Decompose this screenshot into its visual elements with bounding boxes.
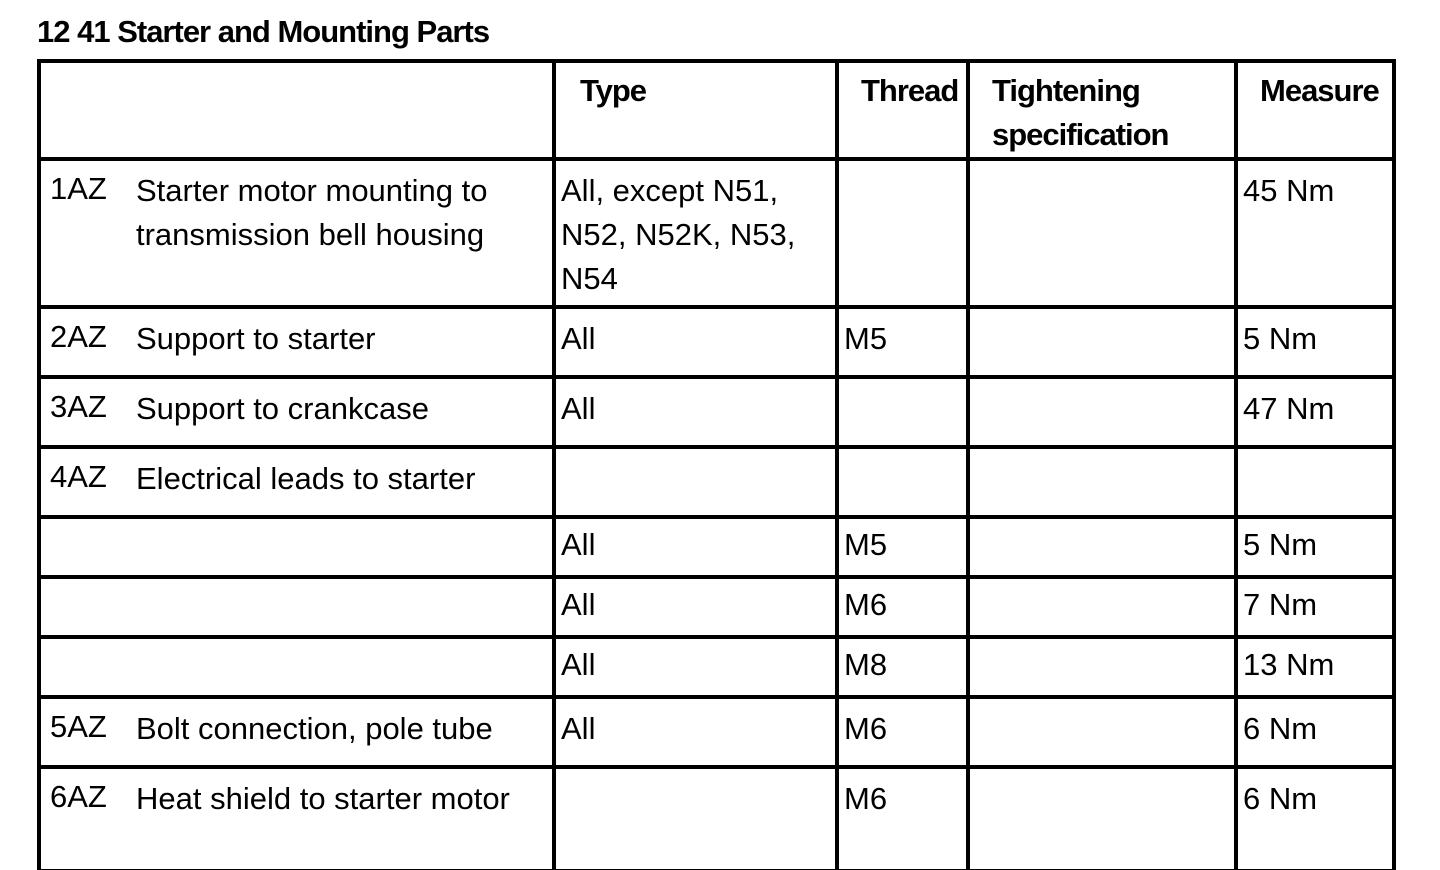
tightening-cell xyxy=(968,447,1236,517)
type-cell xyxy=(554,767,837,870)
row-description: Electrical leads to starter xyxy=(136,461,476,496)
row-code: 5AZ xyxy=(50,709,107,744)
measure-cell: 6 Nm xyxy=(1236,697,1394,767)
thread-cell: M8 xyxy=(837,637,968,697)
type-cell: All xyxy=(554,697,837,767)
tightening-cell xyxy=(968,767,1236,870)
thread-cell xyxy=(837,377,968,447)
tightening-cell xyxy=(968,697,1236,767)
table-row xyxy=(39,447,1394,517)
measure-cell: 6 Nm xyxy=(1236,767,1394,870)
row-description: Support to crankcase xyxy=(136,391,429,426)
table-row xyxy=(39,159,1394,307)
tightening-cell xyxy=(968,637,1236,697)
measure-cell: 7 Nm xyxy=(1236,577,1394,637)
tightening-cell xyxy=(968,577,1236,637)
description-cell xyxy=(39,159,554,307)
description-cell xyxy=(39,517,554,577)
thread-cell: M5 xyxy=(837,307,968,377)
description-cell xyxy=(39,307,554,377)
page-title: 12 41 Starter and Mounting Parts xyxy=(37,14,490,49)
table-row xyxy=(39,377,1394,447)
thread-cell xyxy=(837,159,968,307)
measure-cell xyxy=(1236,447,1394,517)
table-row xyxy=(39,637,1394,697)
header-description xyxy=(39,61,554,159)
row-description: Bolt connection, pole tube xyxy=(136,711,493,746)
type-cell: All xyxy=(554,377,837,447)
description-cell xyxy=(39,377,554,447)
tightening-cell xyxy=(968,159,1236,307)
type-cell: All xyxy=(554,307,837,377)
header-tightening-specification: Tightening specification xyxy=(968,61,1236,159)
type-cell: All xyxy=(554,577,837,637)
table-row xyxy=(39,767,1394,870)
description-cell xyxy=(39,577,554,637)
row-description: Starter motor mounting to transmission bell housing xyxy=(136,173,488,252)
row-code: 3AZ xyxy=(50,389,107,424)
row-code: 1AZ xyxy=(50,171,107,206)
type-cell xyxy=(554,447,837,517)
header-type: Type xyxy=(554,61,837,159)
table-header-row xyxy=(39,61,1394,159)
type-cell: All, except N51, N52, N52K, N53, N54 xyxy=(554,159,837,307)
type-cell: All xyxy=(554,637,837,697)
row-description: Heat shield to starter motor xyxy=(136,781,510,816)
table-row xyxy=(39,307,1394,377)
thread-cell: M6 xyxy=(837,767,968,870)
tightening-cell xyxy=(968,517,1236,577)
description-cell xyxy=(39,637,554,697)
description-cell xyxy=(39,767,554,870)
measure-cell: 5 Nm xyxy=(1236,307,1394,377)
measure-cell: 45 Nm xyxy=(1236,159,1394,307)
thread-cell: M5 xyxy=(837,517,968,577)
table-row xyxy=(39,517,1394,577)
description-cell xyxy=(39,447,554,517)
table-row xyxy=(39,577,1394,637)
tightening-cell xyxy=(968,377,1236,447)
description-cell xyxy=(39,697,554,767)
tightening-spec-table xyxy=(37,59,1396,870)
row-code: 6AZ xyxy=(50,779,107,814)
measure-cell: 47 Nm xyxy=(1236,377,1394,447)
thread-cell: M6 xyxy=(837,577,968,637)
table-row xyxy=(39,697,1394,767)
measure-cell: 5 Nm xyxy=(1236,517,1394,577)
row-code: 4AZ xyxy=(50,459,107,494)
row-description: Support to starter xyxy=(136,321,376,356)
measure-cell: 13 Nm xyxy=(1236,637,1394,697)
header-thread: Thread xyxy=(837,61,968,159)
tightening-cell xyxy=(968,307,1236,377)
row-code: 2AZ xyxy=(50,319,107,354)
thread-cell: M6 xyxy=(837,697,968,767)
thread-cell xyxy=(837,447,968,517)
header-measure: Measure xyxy=(1236,61,1394,159)
type-cell: All xyxy=(554,517,837,577)
